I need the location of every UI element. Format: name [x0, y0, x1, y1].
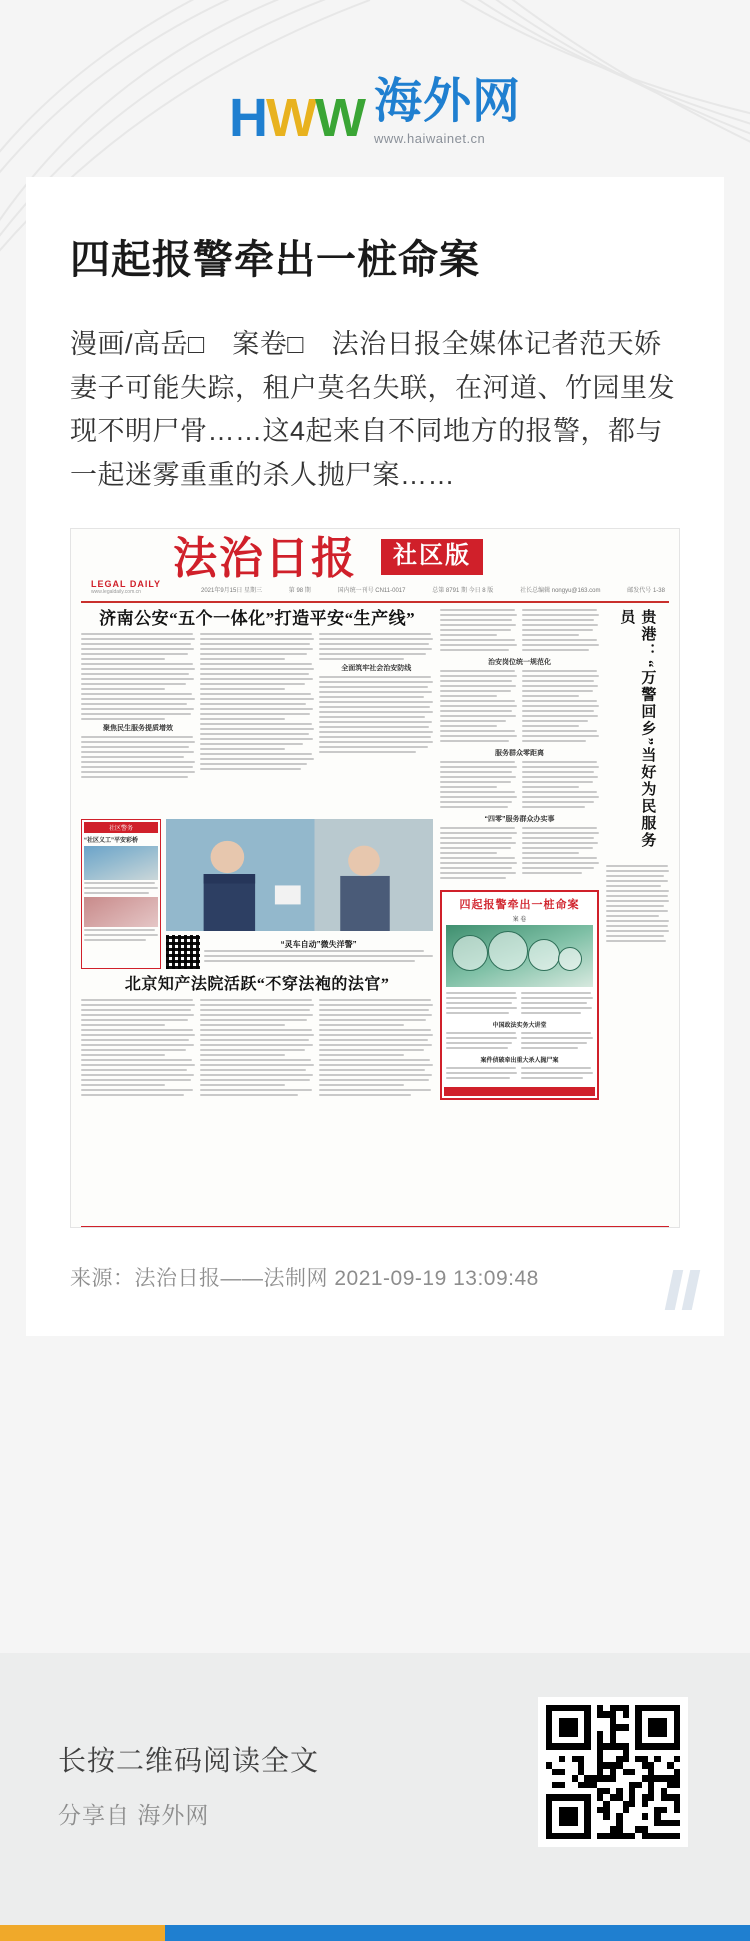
newspaper-mid-sub-2: 服务群众零距离	[494, 749, 544, 757]
featured-box-footer-bar	[444, 1087, 594, 1096]
newspaper-name: 法治日报	[173, 533, 357, 583]
bottom-color-stripe	[0, 1925, 750, 1941]
logo-letter-w1: W	[266, 88, 315, 148]
dateline-date: 2021年9月15日 星期三	[201, 587, 263, 594]
newspaper-featured-box[interactable]	[440, 890, 598, 1100]
featured-box-caption: 案 卷	[512, 916, 527, 923]
newspaper-edition-badge: 社区版	[381, 539, 483, 575]
featured-box-title: 四起报警牵出一桩命案	[459, 898, 580, 911]
newspaper-left-column	[81, 609, 433, 1223]
sidebar-box-title: 社区警务	[84, 822, 158, 833]
site-logo	[0, 75, 750, 148]
legal-site-text: www.legaldaily.com.cn	[91, 588, 141, 595]
newspaper-vertical-headline: 贵港：“万警回乡”当好为民服务员	[618, 608, 656, 849]
article-source: 来源：法治日报——法制网 2021-09-19 13:09:48	[70, 1266, 539, 1290]
newspaper-right-column	[606, 609, 669, 1223]
newspaper-subheadline-2: 全面筑牢社会治安防线	[341, 665, 412, 673]
dateline-editor: 社长总编辑 nongyu@163.com	[520, 587, 601, 594]
article-card	[26, 177, 724, 1336]
newspaper-masthead	[81, 535, 669, 603]
qr-hint-text: 长按二维码阅读全文	[58, 1745, 320, 1776]
dateline-issue: 第 98 期	[288, 587, 311, 594]
newspaper-image[interactable]	[70, 528, 680, 1228]
footer-bar	[0, 1653, 750, 1925]
logo-url: www.haiwainet.cn	[373, 131, 486, 146]
newspaper-photo-main	[166, 819, 433, 931]
newspaper-qr-code	[166, 935, 200, 969]
newspaper-mid-sub-1: 治安岗位统一规范化	[487, 658, 551, 666]
logo-chinese-name: 海外网	[373, 75, 521, 128]
newspaper-legal-en	[91, 579, 161, 595]
dateline-total: 总第 8791 期 今日 8 版	[432, 587, 494, 594]
legal-en-text: LEGAL DAILY	[91, 578, 162, 589]
newspaper-dateline	[201, 585, 665, 594]
dateline-cn: 国内统一刊号 CN11-0017	[337, 587, 406, 594]
share-source-text: 分享自 海外网	[58, 1802, 210, 1828]
footer-qr-code[interactable]	[538, 1697, 688, 1847]
logo-letter-w2: W	[314, 88, 364, 148]
newspaper-headline-main: 济南公安“五个一体化”打造平安“生产线”	[99, 608, 416, 628]
newspaper-subheadline-1: 聚焦民生服务提质增效	[103, 725, 174, 733]
newspaper-headline-mid: “灵车自动”微失洋警”	[280, 940, 357, 950]
logo-letter-h: H	[229, 88, 267, 148]
article-body: 漫画/高岳□ 案卷□ 法治日报全媒体记者范天娇妻子可能失踪，租户莫名失联，在河道、竹园里发现不明尸骨……这4起来自不同地方的报警，都与一起迷雾重重的杀人抛尸案……	[70, 329, 675, 491]
newspaper-footer-strip	[81, 1226, 669, 1228]
newspaper-left-sidebar-box	[81, 819, 161, 969]
featured-box-subtitle: 中国政法实务大讲堂	[492, 1022, 547, 1029]
featured-box-illustration	[446, 925, 592, 987]
sidebar-item-1: “社区义工”平安彩桥	[84, 838, 139, 845]
newspaper-mid-sub-3: “四零”服务群众办实事	[484, 815, 555, 823]
newspaper-middle-column	[440, 609, 598, 1223]
page-title: 四起报警牵出一桩命案	[70, 238, 480, 282]
dateline-postcode: 邮发代号 1-38	[627, 587, 665, 594]
newspaper-headline-second: 北京知产法院活跃“不穿法袍的法官”	[124, 976, 390, 994]
logo-letters	[229, 88, 364, 148]
featured-box-subtitle-2: 案件侦破牵出重大杀人抛尸案	[480, 1057, 559, 1064]
